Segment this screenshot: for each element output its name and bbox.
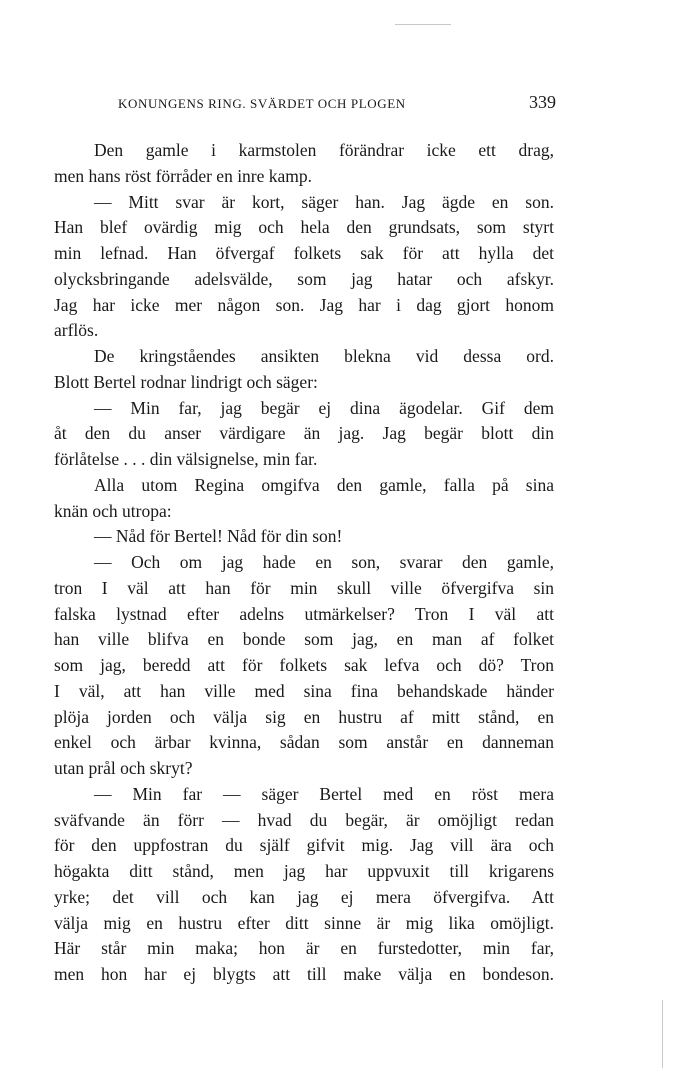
text-line: — Och om jag hade en son, svarar den gamle,: [94, 552, 554, 572]
text-line: Blott Bertel rodnar lindrigt och säger:: [54, 371, 318, 392]
text-line: för den uppfostran du själf gifvit mig. Jag vill ära och: [54, 835, 554, 856]
text-line: åt den du anser värdigare än jag. Jag begär blott din: [54, 423, 554, 444]
text-line: enkel och ärbar kvinna, sådan som anstår en danneman: [54, 732, 554, 753]
text-line: högakta ditt stånd, men jag har uppvuxit till krigarens: [54, 861, 554, 881]
text-line: knän och utropa:: [54, 500, 172, 521]
text-line: min lefnad. Han öfvergaf folkets sak för att hylla det: [54, 243, 554, 263]
text-line: förlåtelse . . . din välsignelse, min far.: [54, 449, 318, 469]
text-line: Han blef ovärdig mig och hela den grundsats, som styrt: [54, 217, 554, 238]
text-line: falska lystnad efter adelns utmärkelser? Tron I väl att: [54, 603, 554, 624]
text-line: De kringståendes ansikten blekna vid dessa ord.: [94, 346, 554, 366]
text-line: arflös.: [54, 320, 99, 341]
text-line: yrke; det vill och kan jag ej mera öfvergifva. Att: [54, 886, 554, 907]
text-line: Jag har icke mer någon son. Jag har i dag gjort honom: [54, 294, 554, 315]
text-line: välja mig en hustru efter ditt sinne är mig lika omöjligt.: [54, 912, 554, 933]
page-header: [118, 92, 556, 116]
text-line: I väl, att han ville med sina fina behandskade händer: [54, 680, 554, 701]
text-line: — Min far, jag begär ej dina ägodelar. Gif dem: [94, 397, 554, 418]
text-line: han ville blifva en bonde som jag, en man af folket: [54, 629, 554, 650]
text-line: — Mitt svar är kort, säger han. Jag ägde en son.: [94, 191, 554, 212]
text-line: plöja jorden och välja sig en hustru af mitt stånd, en: [54, 706, 554, 727]
scan-mark-right: [662, 1000, 663, 1068]
running-title: KONUNGENS RING. SVÄRDET OCH PLOGEN: [118, 96, 406, 111]
text-line: som jag, beredd att för folkets sak lefva och dö? Tron: [54, 655, 554, 675]
page-number: 339: [529, 92, 556, 112]
text-line: Här står min maka; hon är en furstedotter, min far,: [54, 938, 554, 959]
text-line: olycksbringande adelsvälde, som jag hatar och afskyr.: [54, 268, 554, 289]
text-line: sväfvande än förr — hvad du begär, är omöjligt redan: [54, 809, 554, 830]
text-line: Alla utom Regina omgifva den gamle, falla på sina: [94, 474, 554, 495]
text-line: men hans röst förråder en inre kamp.: [54, 165, 313, 186]
body-text: [54, 138, 554, 988]
text-line: men hon har ej blygts att till make välja en bondeson.: [54, 964, 554, 984]
text-line: — Nåd för Bertel! Nåd för din son!: [94, 526, 343, 547]
text-line: utan prål och skryt?: [54, 758, 193, 778]
text-line: tron I väl att han för min skull ville öfvergifva sin: [54, 577, 554, 598]
scan-mark-top: [395, 24, 451, 25]
text-line: Den gamle i karmstolen förändrar icke ett drag,: [94, 140, 554, 160]
text-line: — Min far — säger Bertel med en röst mera: [94, 783, 554, 804]
